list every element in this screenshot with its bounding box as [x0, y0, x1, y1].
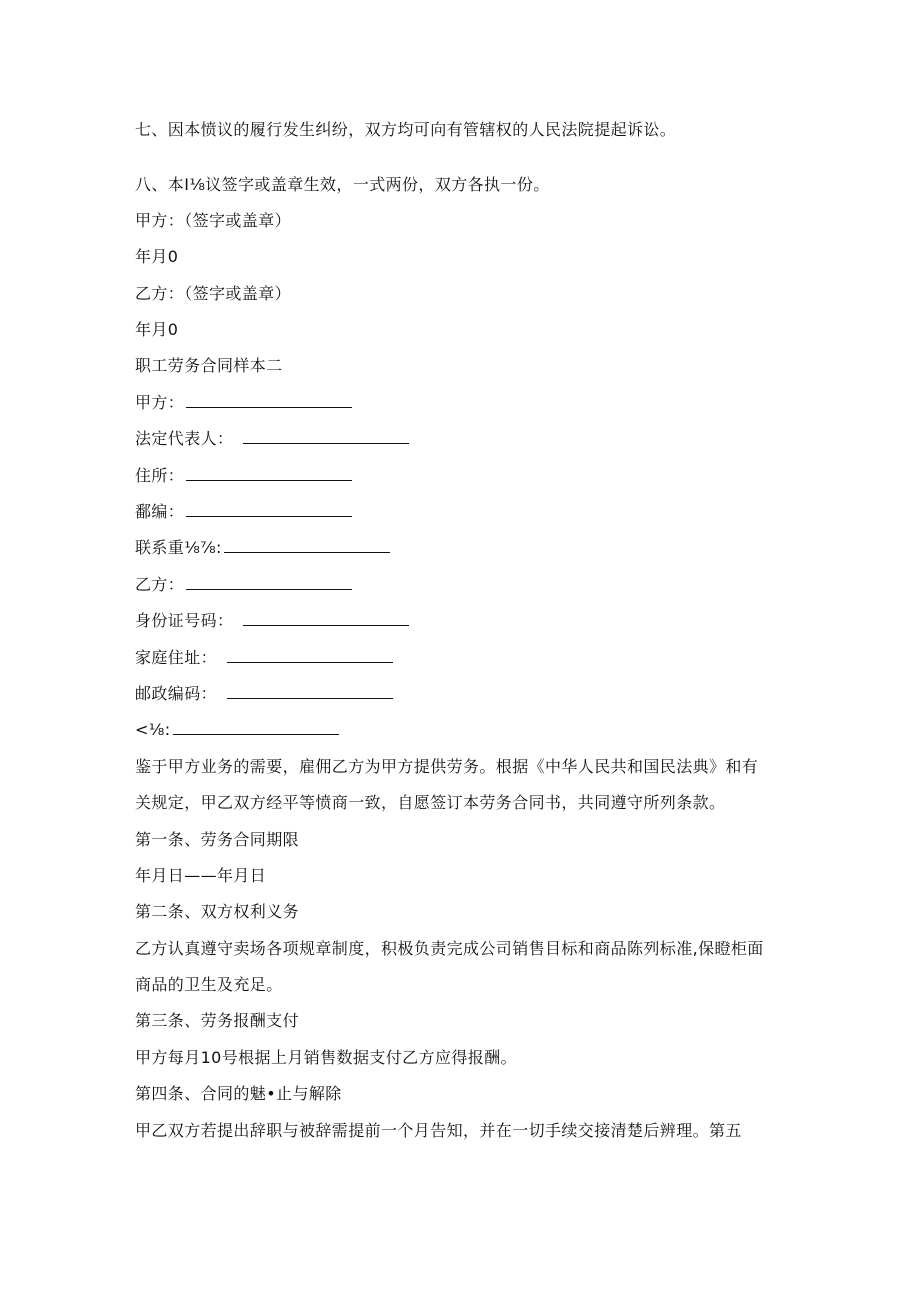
- blank-line: [224, 538, 390, 553]
- party-a-date: 年月0: [135, 247, 179, 266]
- field-party-b: [135, 575, 352, 595]
- blank-line: [243, 429, 409, 444]
- field-home-address: [135, 648, 393, 668]
- article-1-heading: 第一条、劳务合同期限: [135, 830, 300, 849]
- field-label: 邮政编码：: [135, 684, 218, 703]
- field-label: 联系重⅛⅞:: [135, 538, 222, 557]
- preamble-line-1: 鉴于甲方业务的需要，雇佣乙方为甲方提供劳务。根据《中华人民共和国民法典》和有: [135, 757, 759, 776]
- field-label: 家庭住址：: [135, 648, 218, 667]
- party-b-date: 年月0: [135, 320, 179, 339]
- field-zip-code: [135, 684, 393, 704]
- field-party-a: [135, 393, 352, 413]
- blank-line: [186, 466, 352, 481]
- blank-line: [227, 684, 393, 699]
- field-address: [135, 466, 352, 486]
- field-label: 身份证号码：: [135, 611, 234, 630]
- article-1-text: 年月日——年月日: [135, 866, 267, 885]
- field-id-number: [135, 611, 409, 631]
- field-label: 住所：: [135, 466, 185, 485]
- field-label: 甲方：: [135, 393, 185, 412]
- blank-line: [186, 502, 352, 517]
- blank-line: [186, 575, 352, 590]
- preamble-line-2: 关规定，甲乙双方经平等愤商一致，自愿签订本劳务合同书，共同遵守所列条款。: [135, 793, 726, 812]
- party-b-signature: 乙方：（签字或盖章）: [135, 284, 292, 303]
- article-4-text: 甲乙双方若提出辞职与被辞需提前一个月告知，并在一切手续交接清楚后辨理。第五: [135, 1121, 742, 1140]
- article-3-heading: 第三条、劳务报酬支付: [135, 1011, 300, 1030]
- article-2-text-2: 商品的卫生及充足。: [135, 975, 283, 994]
- field-contact-phone: [135, 538, 390, 558]
- clause-7: 七、因本愤议的履行发生纠纷，双方均可向有管辖权的人民法院提起诉讼。: [135, 120, 677, 139]
- blank-line: [243, 611, 409, 626]
- field-phone: [135, 720, 339, 740]
- section-title: 职工劳务合同样本二: [135, 356, 283, 375]
- field-label: 乙方：: [135, 575, 185, 594]
- blank-line: [227, 648, 393, 663]
- article-4-heading: 第四条、合同的魅•止与解除: [135, 1084, 342, 1103]
- article-2-heading: 第二条、双方权利义务: [135, 902, 300, 921]
- field-postcode: [135, 502, 352, 522]
- party-a-signature: 甲方：（签字或盖章）: [135, 211, 292, 230]
- field-legal-representative: [135, 429, 409, 449]
- blank-line: [173, 720, 339, 735]
- article-3-text: 甲方每月10号根据上月销售数据支付乙方应得报酬。: [135, 1048, 517, 1067]
- article-2-text-1: 乙方认真遵守卖场各项规章制度，积极负责完成公司销售目标和商品陈列标准,保瞪柜面: [135, 939, 764, 958]
- field-label: 鄱编：: [135, 502, 185, 521]
- field-label: <⅛:: [135, 720, 171, 739]
- field-label: 法定代表人：: [135, 429, 234, 448]
- clause-8: 八、本I⅛议签字或盖章生效，一式两份，双方各执一份。: [135, 175, 550, 194]
- blank-line: [186, 393, 352, 408]
